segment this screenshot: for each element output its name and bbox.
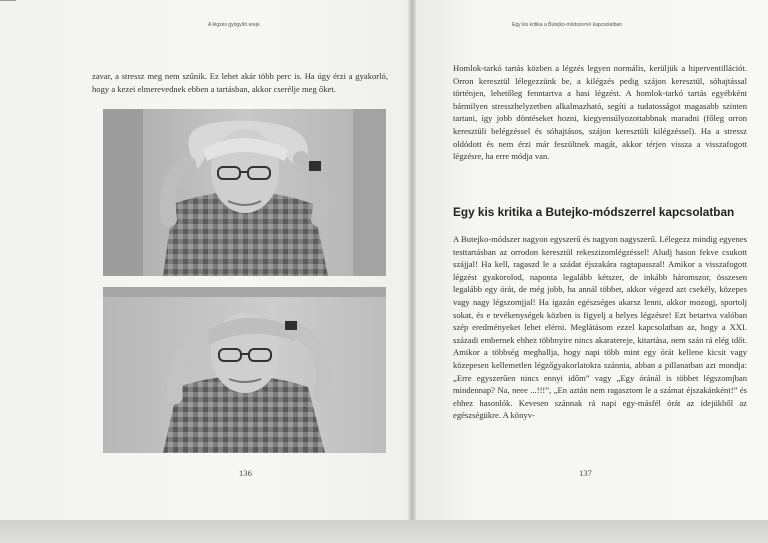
right-paragraph-2: A Butejko-módszer nagyon egyszerű és nagyon nagyszerű. Lélegezz mindig egyenes testtartásban az orrodon keresztül rekeszizomlégzéssel! Aludj hason fekve csukott szájjal! Ha kell, ragaszd le a szádat éjszakára ragtapasszal! Amikor a visszafogott légzést gyakorolod, naponta legalább kétszer, de inkább háromszor, összesen legalább egy órát, de még jobb, ha annál többet, akkor végezd azt csekély, közepes vagy nagy légszomjjal! Ha igazán egészséges akarsz lenni, akkor mozogj, sportolj sokat, és e tevékenységek közben is figyelj a helyes légzésre! Ezt betartva valóban szép eredményeket lehet elérni. Meglátásom ezzel kapcsolatban az, hogy a XXI. századi embernek ehhez többnyire nincs akaratereje, kitartása, nem szán rá elég időt. Amikor a többség meghallja, hogy napi több mint egy órát kellene kicsit vagy közepesen kellemetlen légzőgyakorlatokra szánnia, abban a pillanatban azt mondja: „Erre egyszerűen nincs ennyi időm” vagy „Egy óránál is többet légszomjban mindennap? Na, neee ...!!!”, „En aztán nem ragasztom le a számat éjszakánként!” és ehhez hasonlók. Kevesen szánnak rá napi egy-másfél órát az idejükből az egészségükre. A könyv- (453, 234, 747, 421)
left-paragraph: zavar, a stressz meg nem szűnik. Ez lehet akár több perc is. Ha úgy érzi a gyakorló, hogy a kezei elmerevednek ebben a tartásban, akkor cserélje meg őket. (92, 71, 388, 94)
right-page (412, 0, 768, 520)
book-gutter (408, 0, 416, 520)
left-running-head: A légzés gyógyító ereje (208, 22, 260, 28)
right-running-head: Egy kis kritika a Butejko-módszerrel kapcsolatban (512, 22, 623, 28)
right-paragraph-1: Homlok-tarkó tartás közben a légzés legyen normális, kerüljük a hiperventillációt. Orron keresztül lélegezzünk be, a kilégzés pedig szájon keresztül, sóhajtással történjen, lehetőleg fenntartva a hasi légzést. A homlok-tarkó tartás egyébként bármilyen stresszhelyzetben alkalmazható, segíti a tudatosságot magasabb szinten tartani, így jobb döntéseket hozni, kiegyensúlyozottabbnak maradni (főleg orron keresztüli belégzéssel és sóhajtásos, szájon keresztüli kilégzéssel). Ha a stressz oldódott és nem érzi már feszültnek magát, akkor térjen vissza a visszafogott légzésre, ha erre módja van. (453, 63, 747, 162)
section-heading: Egy kis kritika a Butejko-módszerrel kapcsolatban (453, 205, 735, 219)
left-page-number: 136 (239, 468, 252, 478)
corner-mark (0, 0, 16, 1)
right-page-number: 137 (579, 468, 592, 478)
photo-hands-on-head-1 (103, 109, 386, 276)
photo-hands-on-head-2 (103, 287, 386, 453)
scanner-edge (0, 520, 768, 543)
